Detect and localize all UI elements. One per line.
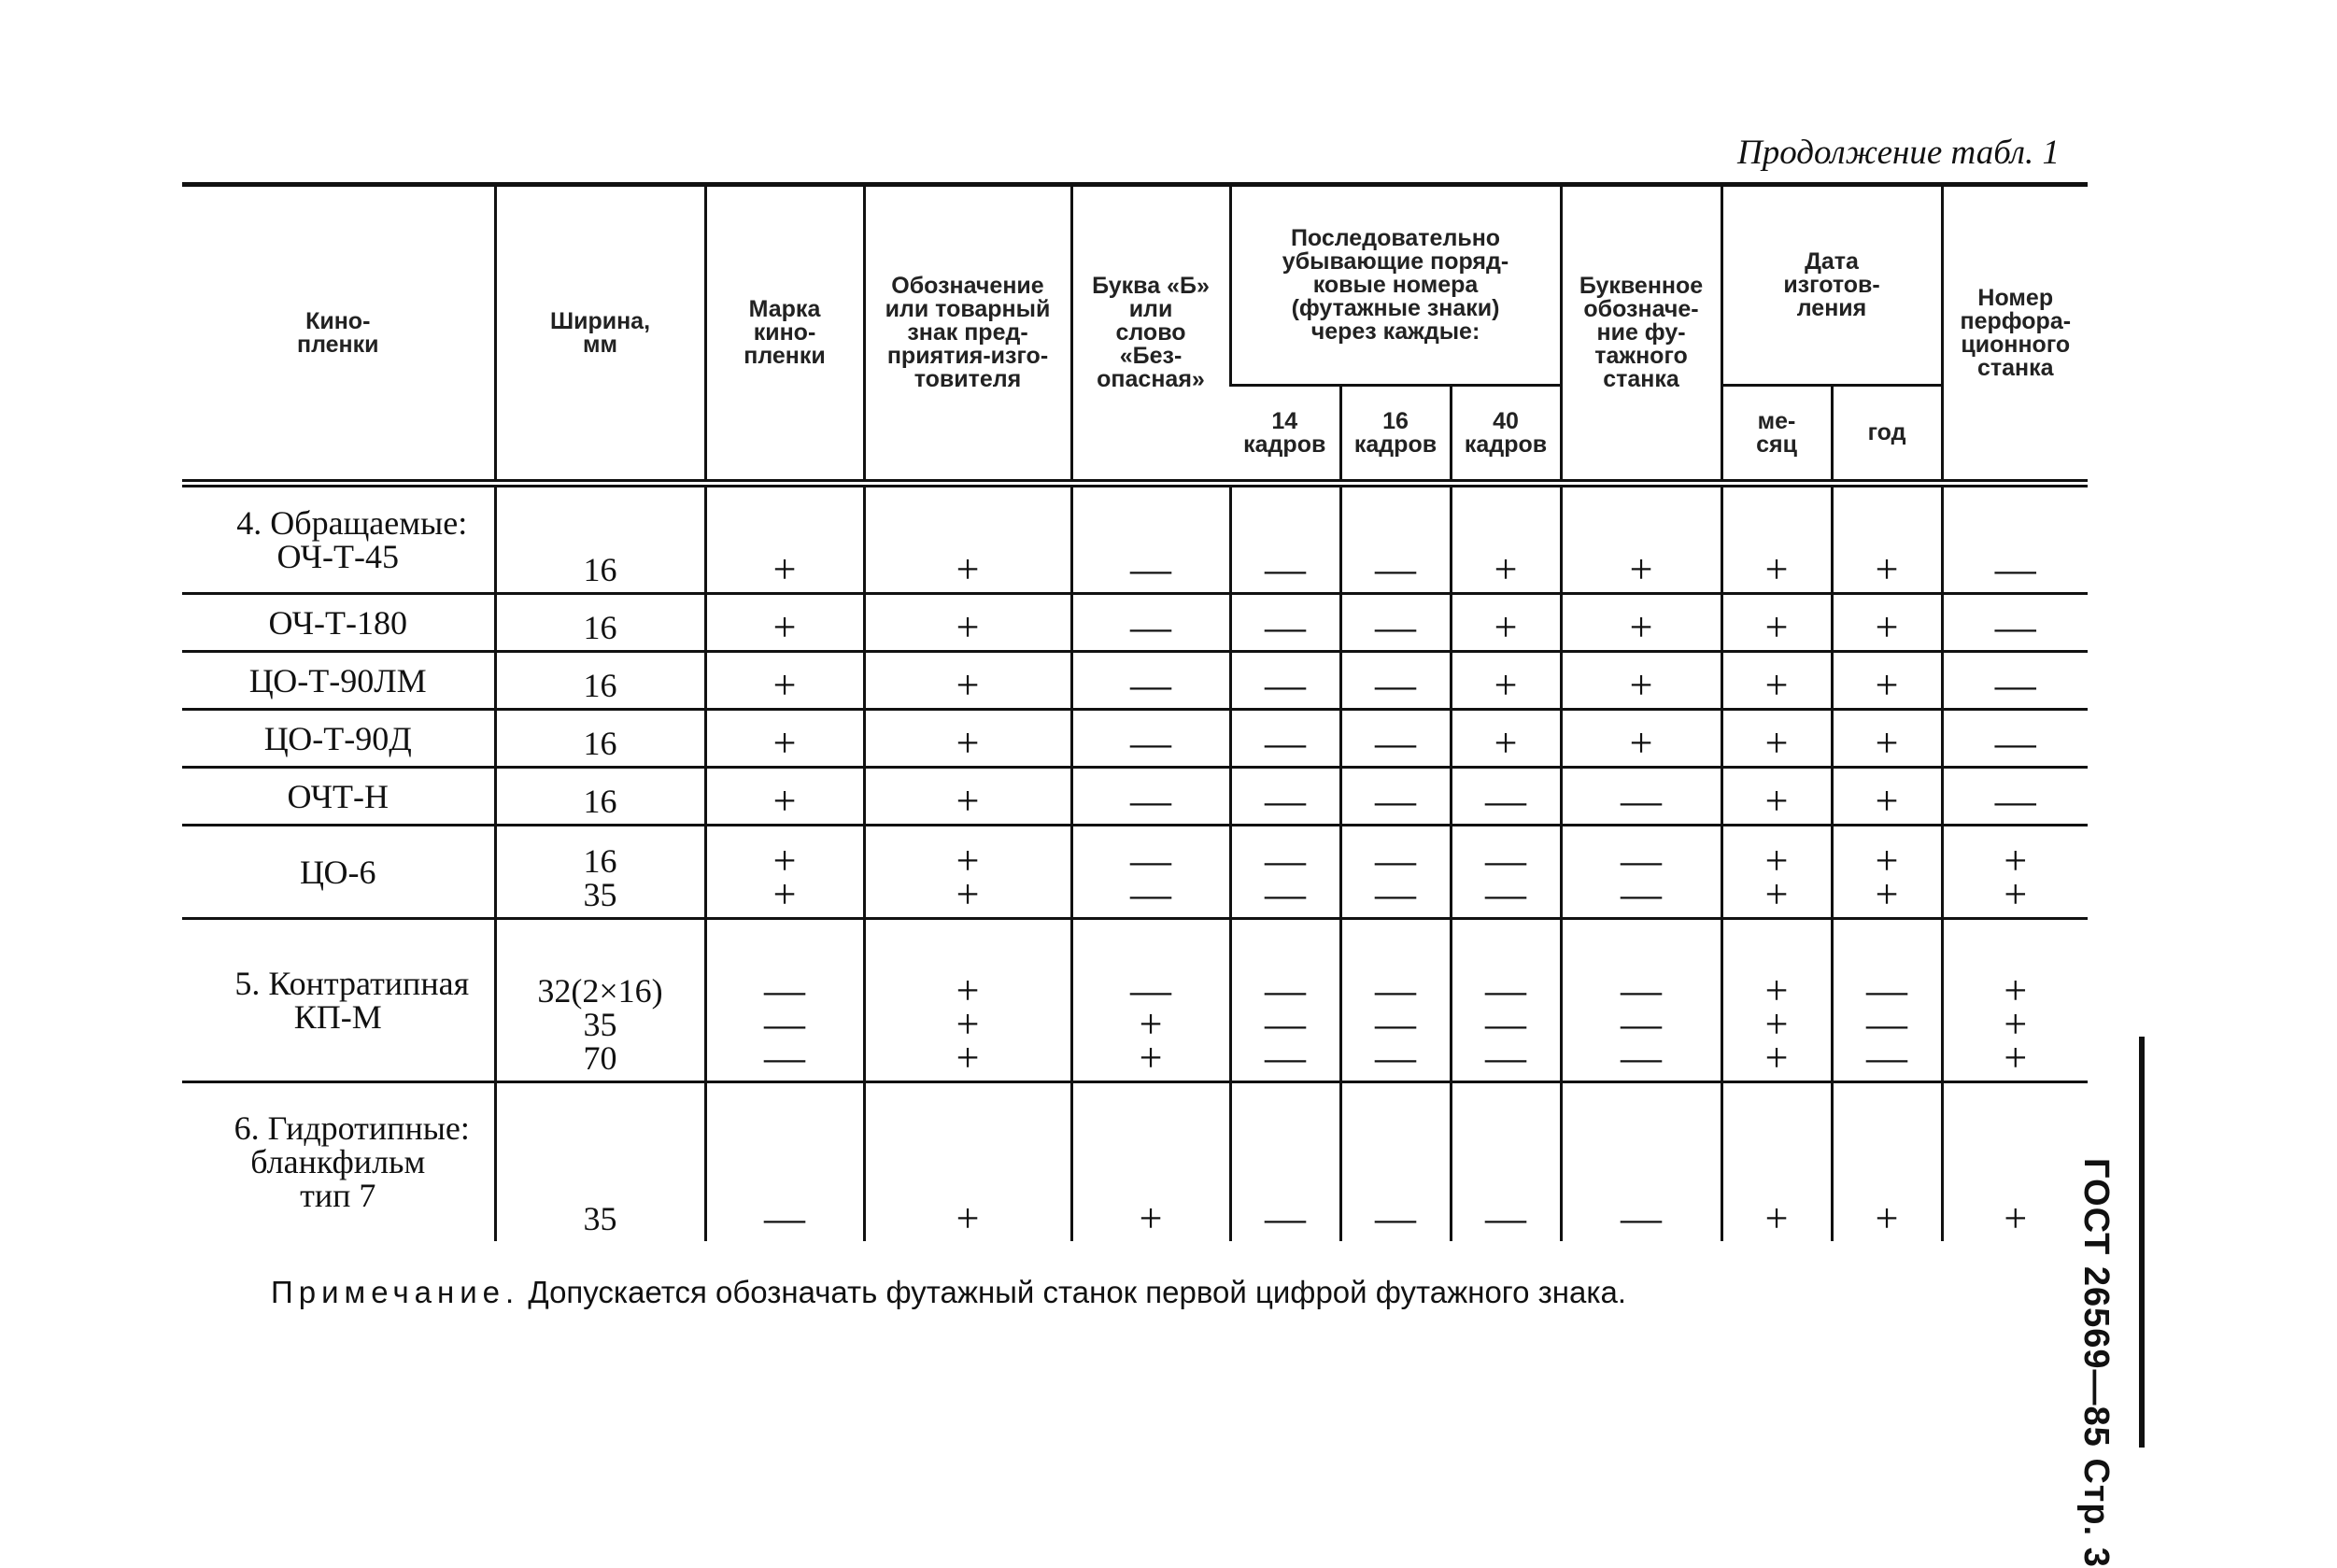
dash-mark: — [1265,546,1306,592]
film-name-cell [182,484,495,594]
cell-maker-mark [864,768,1071,826]
cell-f16 [1340,919,1451,1082]
plus-mark: + [1494,720,1518,766]
plus-mark: + [1764,968,1789,1013]
dash-mark: — [1621,1035,1663,1081]
plus-mark: + [1139,1035,1163,1081]
cell-perf-number [1942,594,2088,652]
dash-mark: — [1621,778,1663,824]
cell-f14 [1230,484,1340,594]
plus-mark: + [1875,838,1899,883]
dash-mark: — [1485,778,1526,824]
film-group-label: 5. Контратипная [234,965,470,1002]
header-f40: 40 кадров [1451,386,1561,484]
film-name: ЦО-Т-90ЛМ [248,661,427,699]
table-row [182,594,2088,652]
dash-mark: — [1265,1194,1306,1241]
cell-f14 [1230,1082,1340,1241]
film-name-cell [182,1082,495,1241]
cell-f14 [1230,710,1340,768]
dash-mark: — [1621,871,1663,917]
plus-mark: + [1764,1194,1789,1241]
table-continuation-label: Продолжение табл. 1 [1737,134,2061,172]
header-footage-group: Последовательно убывающие поряд- ковые номера (футажные знаки) через каждые: [1230,185,1561,386]
plus-mark: + [2004,1194,2028,1241]
plus-mark: + [1764,604,1789,650]
dash-mark: — [1265,604,1306,650]
plus-mark: + [1764,546,1789,592]
cell-letter-code [1561,1082,1721,1241]
cell-f16 [1340,826,1451,919]
dash-mark: — [1485,1035,1526,1081]
plus-mark: + [1629,604,1653,650]
plus-mark: + [1875,871,1899,917]
header-letter-code: Буквенное обозначе- ние фу- тажного станка [1561,185,1721,484]
dash-mark: — [1994,604,2036,650]
plus-mark: + [2004,838,2028,883]
plus-mark: + [956,968,980,1013]
cell-year [1832,710,1942,768]
cell-letter-b [1071,1082,1230,1241]
cell-brand [705,768,864,826]
dash-mark: — [1265,968,1306,1013]
cell-brand [705,1082,864,1241]
dash-mark: — [1375,1035,1416,1081]
cell-f16 [1340,594,1451,652]
dash-mark: — [1485,968,1526,1013]
film-name: ОЧ-Т-180 [268,603,407,642]
cell-f14 [1230,652,1340,710]
cell-letter-code [1561,652,1721,710]
dash-mark: — [1375,968,1416,1013]
dash-mark: — [1485,1194,1526,1241]
header-year: год [1832,386,1942,484]
cell-f16 [1340,768,1451,826]
cell-f16 [1340,1082,1451,1241]
width-value: 16 [583,551,617,588]
dash-mark: — [1621,1001,1663,1047]
cell-letter-code [1561,710,1721,768]
dash-mark: — [1485,871,1526,917]
plus-mark: + [1139,1001,1163,1047]
cell-letter-b [1071,710,1230,768]
width-value: 32(2×16) [537,972,663,1010]
dash-mark: — [1265,1035,1306,1081]
cell-maker-mark [864,826,1071,919]
cell-brand [705,826,864,919]
dash-mark: — [1130,720,1171,766]
plus-mark: + [2004,1035,2028,1081]
dash-mark: — [1265,662,1306,708]
cell-maker-mark [864,919,1071,1082]
plus-mark: + [956,604,980,650]
cell-f40 [1451,652,1561,710]
dash-mark: — [1265,720,1306,766]
cell-month [1721,594,1832,652]
header-month: ме- сяц [1721,386,1832,484]
plus-mark: + [1494,604,1518,650]
plus-mark: + [772,778,797,824]
cell-letter-b [1071,652,1230,710]
dash-mark: — [1621,968,1663,1013]
film-name-cell [182,710,495,768]
cell-f40 [1451,1082,1561,1241]
width-cell [495,710,705,768]
cell-year [1832,594,1942,652]
cell-brand [705,594,864,652]
cell-year [1832,826,1942,919]
cell-maker-mark [864,484,1071,594]
cell-brand [705,652,864,710]
table-row [182,919,2088,1082]
cell-brand [705,919,864,1082]
cell-perf-number [1942,652,2088,710]
plus-mark: + [1629,720,1653,766]
dash-mark: — [1866,968,1908,1013]
cell-maker-mark [864,594,1071,652]
cell-f14 [1230,768,1340,826]
cell-letter-b [1071,594,1230,652]
cell-month [1721,919,1832,1082]
plus-mark: + [1494,662,1518,708]
dash-mark: — [1994,720,2036,766]
plus-mark: + [956,662,980,708]
plus-mark: + [1875,604,1899,650]
plus-mark: + [1875,662,1899,708]
cell-brand [705,710,864,768]
dash-mark: — [1485,1001,1526,1047]
cell-year [1832,919,1942,1082]
film-name: бланкфильм тип 7 [250,1143,426,1215]
plus-mark: + [772,871,797,917]
cell-month [1721,484,1832,594]
cell-month [1721,710,1832,768]
dash-mark: — [1994,778,2036,824]
cell-year [1832,484,1942,594]
cell-f40 [1451,594,1561,652]
cell-perf-number [1942,919,2088,1082]
header-perf-number: Номер перфора- ционного станка [1942,185,2088,484]
dash-mark: — [1375,546,1416,592]
plus-mark: + [1764,1035,1789,1081]
cell-f14 [1230,826,1340,919]
dash-mark: — [1265,838,1306,883]
width-value: 16 [583,725,617,762]
cell-f16 [1340,484,1451,594]
plus-mark: + [1764,1001,1789,1047]
table-row [182,710,2088,768]
cell-letter-code [1561,484,1721,594]
dash-mark: — [1130,838,1171,883]
cell-f40 [1451,768,1561,826]
width-value: 35 [583,876,617,913]
dash-mark: — [1375,838,1416,883]
width-cell [495,768,705,826]
cell-month [1721,652,1832,710]
header-letter-b: Буква «Б» или слово «Без- опасная» [1071,185,1230,484]
dash-mark: — [1375,871,1416,917]
cell-f16 [1340,710,1451,768]
dash-mark: — [1130,546,1171,592]
cell-letter-code [1561,594,1721,652]
film-name: ОЧТ-Н [287,777,389,815]
dash-mark: — [1621,1194,1663,1241]
dash-mark: — [1375,604,1416,650]
cell-perf-number [1942,710,2088,768]
header-width: Ширина, мм [495,185,705,484]
film-name-cell [182,652,495,710]
cell-letter-code [1561,919,1721,1082]
plus-mark: + [956,1001,980,1047]
cell-letter-b [1071,826,1230,919]
film-group-label: 6. Гидротипные: [234,1109,470,1148]
dash-mark: — [1866,1035,1908,1081]
dash-mark: — [764,1194,805,1241]
cell-perf-number [1942,826,2088,919]
header-film: Кино- пленки [182,185,495,484]
plus-mark: + [956,838,980,883]
cell-f40 [1451,710,1561,768]
plus-mark: + [1875,720,1899,766]
film-name: ЦО-6 [299,853,376,891]
width-value: 16 [583,842,617,880]
film-name-cell [182,768,495,826]
dash-mark: — [1994,546,2036,592]
width-cell [495,919,705,1082]
cell-year [1832,1082,1942,1241]
cell-month [1721,768,1832,826]
cell-letter-code [1561,826,1721,919]
dash-mark: — [1375,778,1416,824]
dash-mark: — [764,968,805,1013]
cell-brand [705,484,864,594]
cell-letter-code [1561,768,1721,826]
width-value: 16 [583,609,617,646]
dash-mark: — [1866,1001,1908,1047]
plus-mark: + [1629,546,1653,592]
dash-mark: — [1621,838,1663,883]
width-cell [495,594,705,652]
plus-mark: + [1139,1194,1163,1241]
width-value: 70 [583,1039,617,1077]
header-brand: Марка кино- пленки [705,185,864,484]
plus-mark: + [1764,871,1789,917]
width-value: 16 [583,667,617,704]
dash-mark: — [1130,604,1171,650]
dash-mark: — [1265,871,1306,917]
cell-letter-b [1071,768,1230,826]
film-group-label: 4. Обращаемые: [236,504,468,542]
cell-maker-mark [864,710,1071,768]
plus-mark: + [2004,968,2028,1013]
film-marking-table [182,182,2088,1241]
cell-perf-number [1942,484,2088,594]
plus-mark: + [1875,546,1899,592]
header-f16: 16 кадров [1340,386,1451,484]
width-value: 35 [583,1006,617,1043]
table-row [182,826,2088,919]
cell-perf-number [1942,768,2088,826]
cell-letter-b [1071,919,1230,1082]
plus-mark: + [1629,662,1653,708]
width-value: 35 [583,1199,617,1237]
plus-mark: + [2004,1001,2028,1047]
plus-mark: + [772,546,797,592]
plus-mark: + [956,871,980,917]
dash-mark: — [764,1001,805,1047]
cell-f14 [1230,594,1340,652]
cell-month [1721,826,1832,919]
side-rule [2139,1037,2145,1448]
dash-mark: — [1994,662,2036,708]
plus-mark: + [1764,778,1789,824]
dash-mark: — [1375,720,1416,766]
plus-mark: + [1764,720,1789,766]
page-side-label: ГОСТ 26569—85 Стр. 3 [2076,1158,2116,1568]
film-name: ОЧ-Т-45 [276,538,399,575]
cell-f40 [1451,826,1561,919]
cell-maker-mark [864,652,1071,710]
plus-mark: + [2004,871,2028,917]
cell-f40 [1451,484,1561,594]
cell-year [1832,652,1942,710]
plus-mark: + [956,1035,980,1081]
plus-mark: + [956,778,980,824]
dash-mark: — [1375,662,1416,708]
dash-mark: — [1265,778,1306,824]
cell-f40 [1451,919,1561,1082]
header-f14: 14 кадров [1230,386,1340,484]
width-value: 16 [583,783,617,820]
cell-f16 [1340,652,1451,710]
plus-mark: + [956,1194,980,1241]
film-name: КП-М [293,998,382,1036]
table-note [271,1275,1626,1310]
width-cell [495,652,705,710]
header-date-group: Дата изготов- ления [1721,185,1942,386]
plus-mark: + [772,720,797,766]
width-cell [495,1082,705,1241]
dash-mark: — [1130,662,1171,708]
table-row [182,1082,2088,1241]
table-row [182,768,2088,826]
plus-mark: + [1875,778,1899,824]
cell-f14 [1230,919,1340,1082]
dash-mark: — [1375,1194,1416,1241]
table-row [182,484,2088,594]
film-name-cell [182,826,495,919]
plus-mark: + [772,662,797,708]
plus-mark: + [956,720,980,766]
dash-mark: — [1130,968,1171,1013]
film-name: ЦО-Т-90Д [263,719,412,757]
cell-maker-mark [864,1082,1071,1241]
plus-mark: + [772,838,797,883]
table-row [182,652,2088,710]
dash-mark: — [1130,778,1171,824]
width-cell [495,826,705,919]
header-maker-mark: Обозначение или товарный знак пред- приятия-изго- товителя [864,185,1071,484]
cell-letter-b [1071,484,1230,594]
plus-mark: + [1494,546,1518,592]
note-text: Допускается обозначать футажный станок первой цифрой футажного знака. [528,1275,1627,1309]
dash-mark: — [1130,871,1171,917]
cell-year [1832,768,1942,826]
film-name-cell [182,594,495,652]
note-label: Примечание. [271,1275,520,1309]
plus-mark: + [1764,662,1789,708]
film-name-cell [182,919,495,1082]
cell-month [1721,1082,1832,1241]
width-cell [495,484,705,594]
dash-mark: — [1375,1001,1416,1047]
dash-mark: — [764,1035,805,1081]
dash-mark: — [1265,1001,1306,1047]
plus-mark: + [772,604,797,650]
dash-mark: — [1485,838,1526,883]
plus-mark: + [1764,838,1789,883]
plus-mark: + [956,546,980,592]
plus-mark: + [1875,1194,1899,1241]
